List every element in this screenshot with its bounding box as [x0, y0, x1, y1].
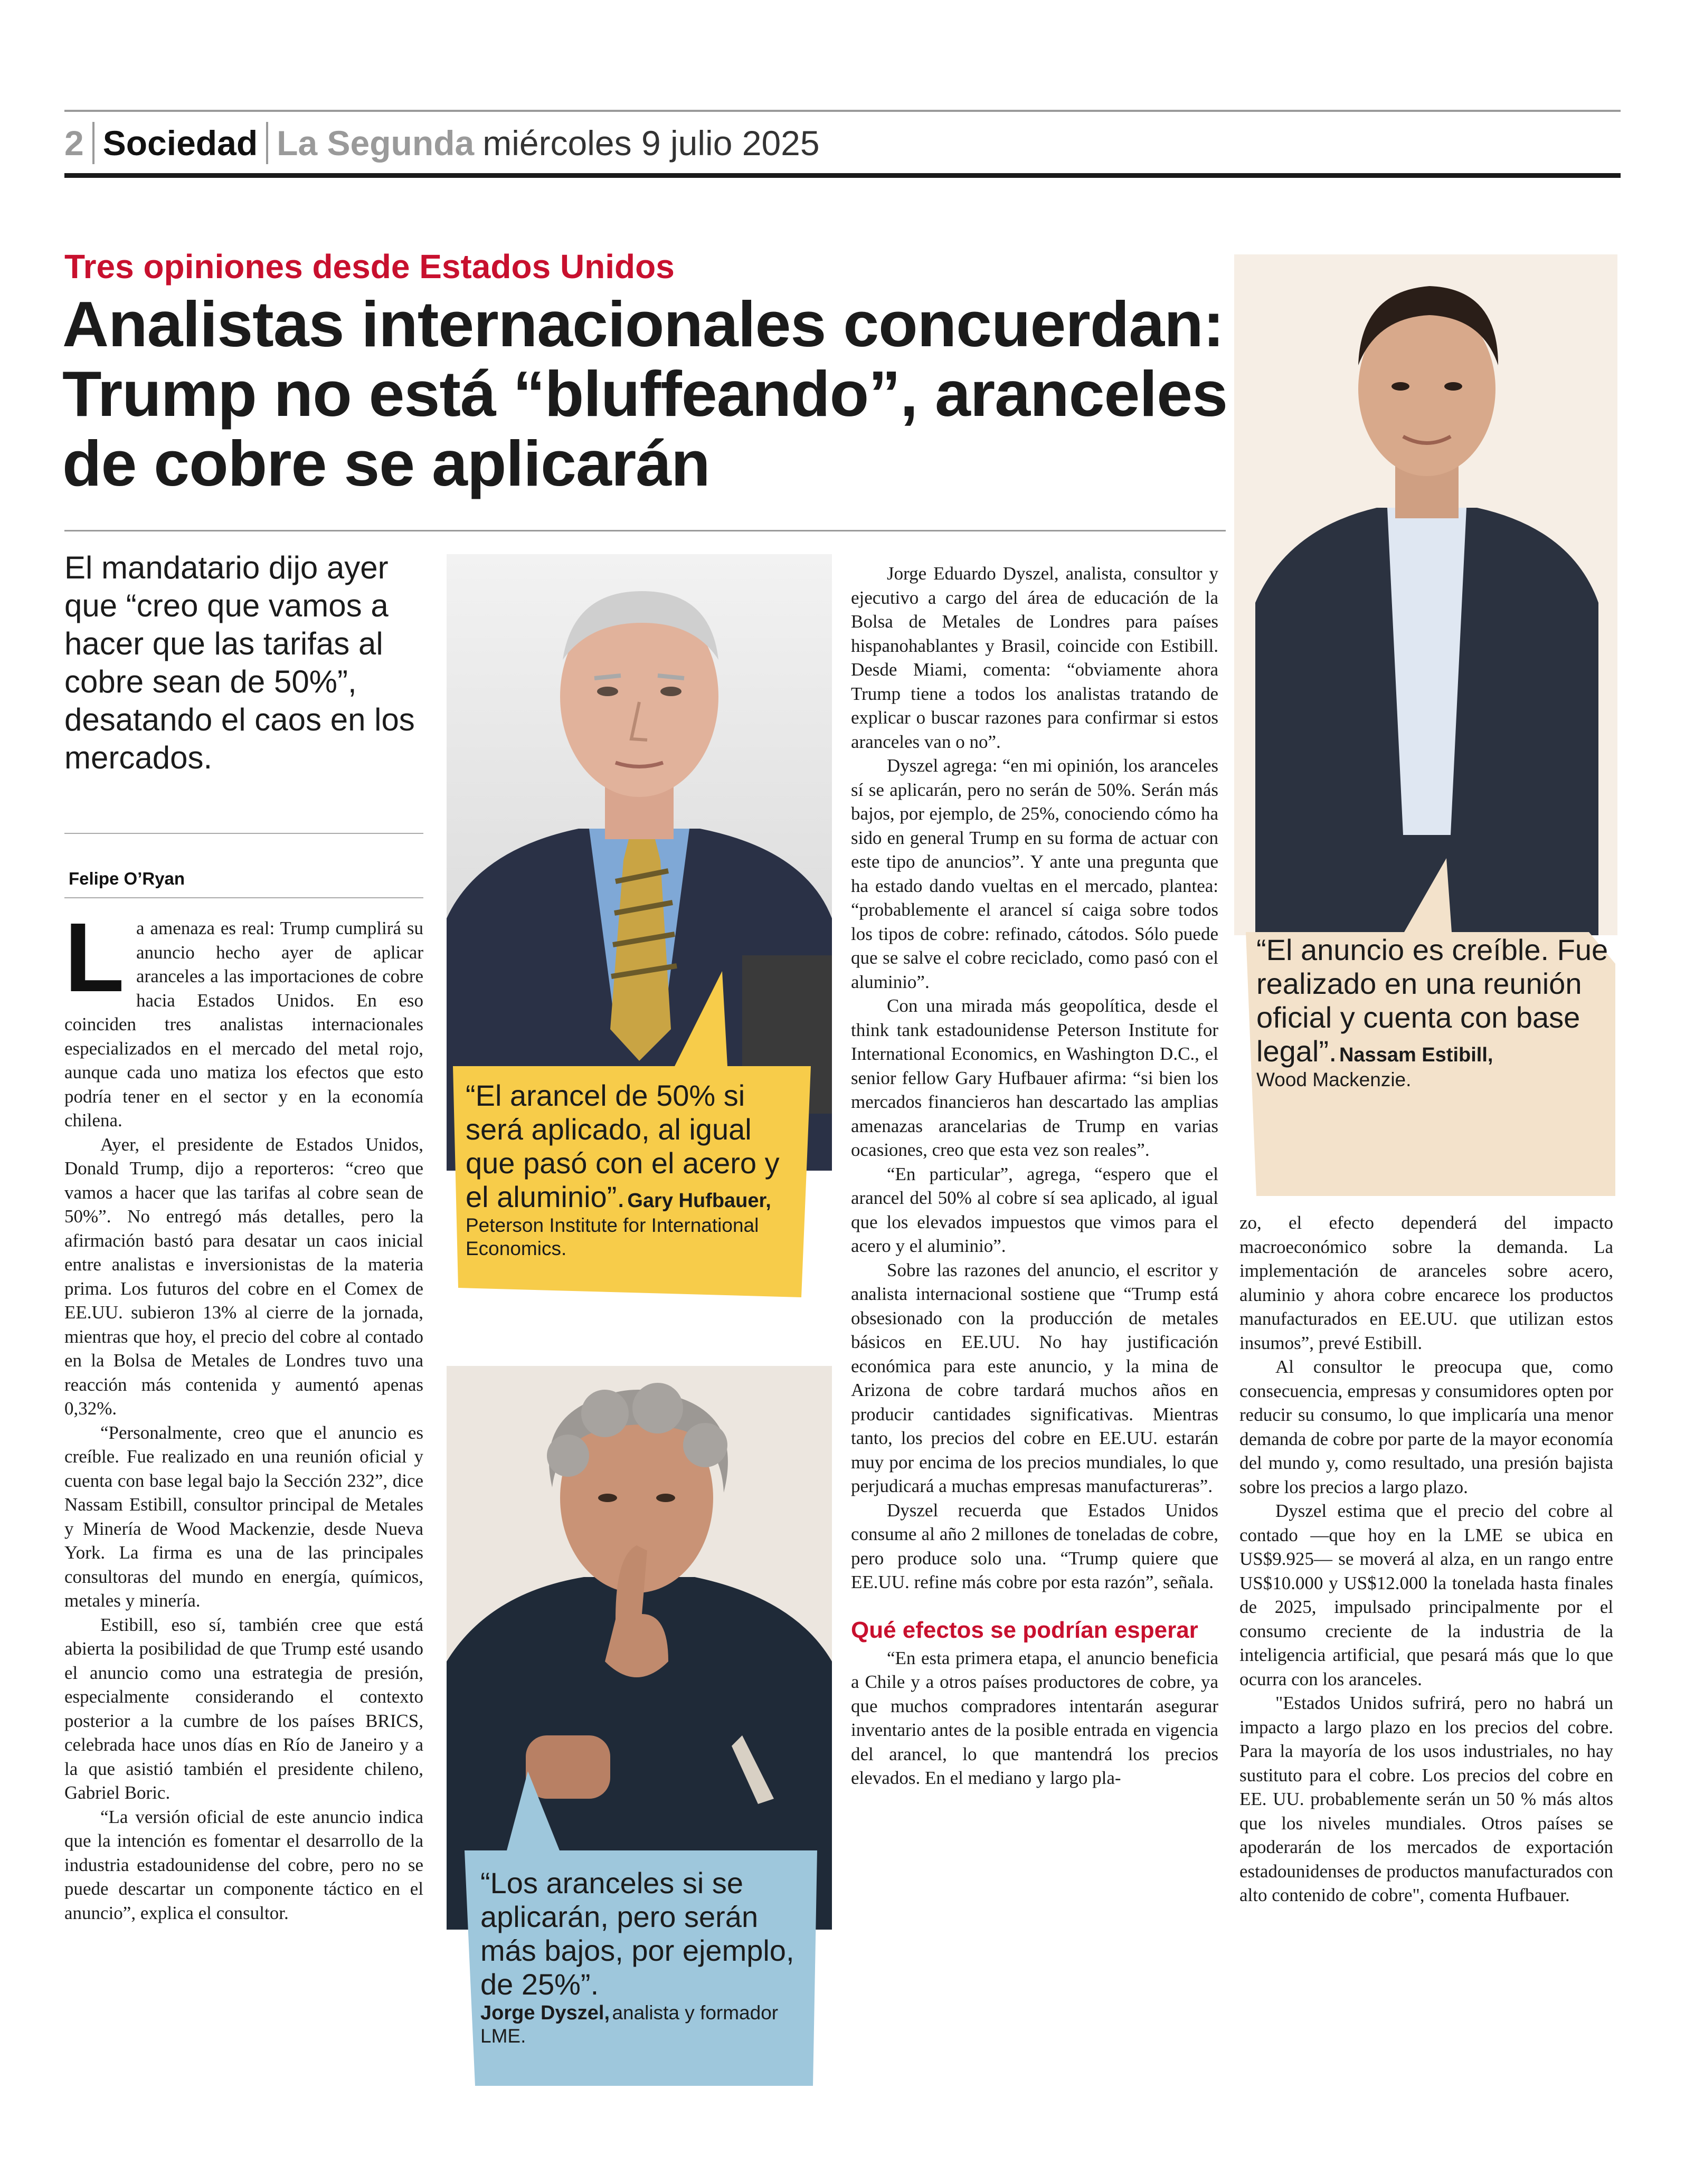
pull-quote-text: “El anuncio es creíble. Fue realizado en una reunión oficial y cuenta con base legal”.: [1256, 933, 1608, 1068]
pull-quote-name: Gary Hufbauer,: [627, 1190, 771, 1212]
paragraph: Dyszel estima que el precio del cobre al contado —que hoy en la LME se ubica en US$9.925— se moverá al alza, en un rango entre US$10.000 y US$12.000 la tonelada hasta finales de 2025, impulsado principalmente por el consumo creciente de la industria de la inteligencia artificial, que pesará más que lo que ocurra con los aranceles.: [1239, 1501, 1613, 1689]
paragraph: Dyszel recuerda que Estados Unidos consume al año 2 millones de toneladas de cobre, pero produce solo una. “Trump quiere que EE.UU. refine más cobre por esta razón”, señala.: [851, 1499, 1218, 1592]
pull-quote-name: Jorge Dyszel,: [480, 2002, 610, 2024]
pull-quote-role: Peterson Institute for International Economics.: [466, 1214, 759, 1259]
paragraph: La amenaza es real: Trump cumplirá su anuncio hecho ayer de aplicar aranceles a las importaciones de cobre hacia Estados Unidos. En eso coinciden tres analistas internacionales especializados en el mercado del metal rojo, aunque cada uno matiza los efectos que esto podría tener en el sector y en la economía chilena.: [64, 903, 423, 1131]
paragraph: “Personalmente, creo que el anuncio es creíble. Fue realizado en una reunión oficial y cuenta con base legal bajo la Sección 232”, dice Nassam Estibill, consultor principal de Metales y Minería de Wood Mackenzie, desde Nueva York. La firma es una de las principales consultoras del mundo en energía, químicos, metales y minería.: [64, 1422, 423, 1611]
article-byline: Felipe O’Ryan: [69, 869, 185, 888]
publication-name: La Segunda: [277, 124, 475, 163]
header-rule-bottom: [64, 173, 1621, 178]
article-column-1: [64, 903, 423, 1925]
header-divider: [266, 122, 268, 164]
publication-date: miércoles 9 julio 2025: [482, 124, 820, 163]
pull-quote-name: Nassam Estibill,: [1339, 1044, 1493, 1066]
photo-nassam-estibill: [1234, 254, 1617, 935]
headline-rule: [64, 530, 1226, 531]
article-column-4: [1239, 1211, 1613, 1907]
article-column-3: [851, 562, 1218, 1790]
paragraph: Jorge Eduardo Dyszel, analista, consultor y ejecutivo a cargo del área de educación de la Bolsa de Metales de Londres para países hispanohablantes y Brasil, coincide con Estibill. Desde Miami, comenta: “obviamente ahora Trump tiene a todos los analistas tratando de explicar o buscar razones para confirmar si estos aranceles van o no”.: [851, 563, 1218, 752]
deck-rule: [64, 833, 423, 834]
paragraph: “La versión oficial de este anuncio indica que la intención es fomentar el desarrollo de la industria estadounidense del cobre, pero no se puede descartar un componente táctico en el anuncio”, explica el consultor.: [64, 1806, 423, 1923]
pull-quote-dyszel: [480, 1866, 797, 2048]
article-headline: Analistas internacionales concuerdan: Trump no está “bluffeando”, aranceles de cobre se aplicarán: [62, 288, 1227, 499]
pull-quote-estibill: [1256, 933, 1615, 1091]
section-subhead: Qué efectos se podrían esperar: [851, 1617, 1198, 1643]
drop-cap: L: [64, 903, 125, 1012]
page-header: [64, 115, 820, 171]
pull-quote-hufbauer: [466, 1079, 791, 1260]
paragraph: Dyszel agrega: “en mi opinión, los aranceles sí se aplicarán, pero no serán de 50%. Serán más bajos, por ejemplo, de 25%, conociendo cómo ha sido en general Trump en su forma de actuar con este tipo de anuncios”. Y ante una pregunta que ha estado dando vueltas en el mercado, plantea: “probablemente el arancel sí caiga sobre todos los tipos de cobre: refinado, cátodos. Sólo puede que se salve el cobre reciclado, como pasó con el aluminio”.: [851, 755, 1218, 992]
paragraph: “En esta primera etapa, el anuncio beneficia a Chile y a otros países productores de cobre, ya que muchos compradores intentarán asegurar inventario antes de la posible entrada en vigencia del arancel, lo que mantendrá los precios elevados. En el mediano y largo pla-: [851, 1647, 1218, 1788]
paragraph: zo, el efecto dependerá del impacto macroeconómico sobre la demanda. La implementación de aranceles sobre acero, aluminio y ahora cobre encarece los productos manufacturados en EE.UU. que utilizan estos insumos”, prevé Estibill.: [1239, 1212, 1613, 1353]
paragraph: Sobre las razones del anuncio, el escritor y analista internacional sostiene que “Trump está obsesionado con la producción de metales básicos en EE.UU. No hay justificación económica para este anuncio, y la mina de Arizona de cobre tardará muchos años en producir cantidades significativas. Mientras tanto, los precios del cobre en EE.UU. estarán muy por encima de los precios mundiales, lo que perjudicará a muchas empresas manufactureras”.: [851, 1259, 1218, 1496]
paragraph: Al consultor le preocupa que, como consecuencia, empresas y consumidores opten por reducir su consumo, lo que implicaría una menor demanda de cobre por parte de la mayor economía del mundo y, como resultado, una presión bajista sobre los precios a largo plazo.: [1239, 1356, 1613, 1497]
paragraph: Estibill, eso sí, también cree que está abierta la posibilidad de que Trump esté usando el anuncio como una estrategia de presión, especialmente considerando el contexto posterior a la cumbre de los países BRICS, celebrada hace unos días en Río de Janeiro y a la que asistió también el presidente chileno, Gabriel Boric.: [64, 1614, 423, 1803]
paragraph: “En particular”, agrega, “espero que el arancel del 50% al cobre sí sea aplicado, al igual que los elevados impuestos que vimos para el acero y el aluminio”.: [851, 1163, 1218, 1256]
pull-quote-text: “Los aranceles si se aplicarán, pero serán más bajos, por ejemplo, de 25%”.: [480, 1866, 794, 2001]
section-name[interactable]: Sociedad: [102, 124, 258, 163]
header-divider: [92, 122, 94, 164]
paragraph: Ayer, el presidente de Estados Unidos, Donald Trump, dijo a reporteros: “creo que vamos a hacer que las tarifas al cobre sean de 50%”. No entregó más detalles, pero la afirmación bastó para desatar un caos inicial entre analistas e inversionistas de la materia prima. Los futuros del cobre en el Comex de EE.UU. subieron 13% al cierre de la jornada, mientras que hoy, el precio del cobre al contado en la Bolsa de Metales de Londres tuvo una reacción más contenida y aumentó apenas 0,32%.: [64, 1134, 423, 1419]
page-number: 2: [64, 124, 84, 163]
paragraph: "Estados Unidos sufrirá, pero no habrá un impacto a largo plazo en los precios del cobre. Para la mayoría de los usos industriales, no hay sustituto para el cobre. Los precios del cobre en EE. UU. probablemente serán un 50 % más altos que los niveles mundiales. Otros países se apoderarán de los mercados de exportación estadounidenses de productos manufacturados con alto contenido de cobre", comenta Hufbauer.: [1239, 1693, 1613, 1905]
pull-quote-text: “El arancel de 50% si será aplicado, al igual que pasó con el acero y el aluminio”.: [466, 1079, 780, 1213]
article-deck: El mandatario dijo ayer que “creo que vamos a hacer que las tarifas al cobre sean de 50%”, desatando el caos en los mercados.: [64, 550, 415, 775]
pull-quote-role: Wood Mackenzie.: [1256, 1069, 1412, 1090]
header-rule-top: [64, 110, 1621, 112]
byline-rule: [64, 897, 423, 898]
article-kicker: Tres opiniones desde Estados Unidos: [64, 248, 675, 286]
paragraph: Con una mirada más geopolítica, desde el think tank estadounidense Peterson Institute for International Economics, en Washington D.C., el senior fellow Gary Hufbauer afirma: “si bien los mercados financieros han descartado las amplias amenazas arancelarias de Trump en varias ocasiones, creo que esta vez son reales”.: [851, 995, 1218, 1160]
pull-quote-role: analista y formador LME.: [480, 2002, 779, 2047]
portrait-estibill-illustration: [1234, 254, 1617, 935]
